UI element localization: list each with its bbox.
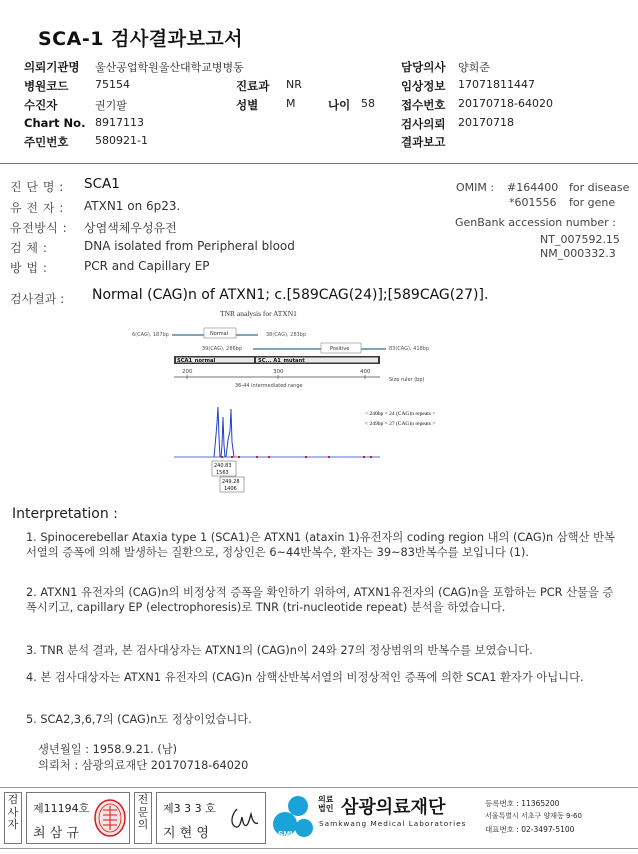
tester-seal-icon bbox=[93, 798, 127, 838]
interpretation-paragraph-3: 3. TNR 분석 결과, 본 검사대상자는 ATXN1의 (CAG)n이 24와 27의 정상범위의 반복수를 보였습니다. bbox=[26, 644, 533, 657]
result-label: 검사결과 : bbox=[10, 292, 65, 306]
specialist-signature-icon bbox=[227, 803, 261, 833]
intermediate-range-label: 36-44 intermediated range bbox=[235, 383, 303, 389]
request-value: 20170718 bbox=[458, 116, 514, 129]
size-marker bbox=[363, 456, 365, 458]
specimen-value: DNA isolated from Peripheral blood bbox=[84, 239, 295, 253]
specialist-name: 지 현 영 bbox=[163, 826, 209, 841]
report-date-label: 결과보고 bbox=[401, 135, 446, 149]
org-type-label: 의료 법인 bbox=[318, 795, 334, 813]
omim-disease-number: #164400 bbox=[507, 181, 559, 194]
peak-249 bbox=[226, 409, 234, 457]
bin-mutant-label: SC... A1_mutant bbox=[258, 358, 305, 364]
ruler-label-200: 200 bbox=[182, 369, 193, 375]
org-address: 서울특별시 서초구 양재동 9-60 bbox=[485, 812, 582, 820]
size-marker bbox=[370, 456, 372, 458]
genbank-accession-1: NT_007592.15 bbox=[540, 233, 620, 246]
repeat-annotation-2: < 249bp = 27 (CAG)n repeats > bbox=[365, 421, 436, 427]
tester-name: 최 삼 규 bbox=[33, 826, 79, 841]
org-registration: 등록번호 : 11365200 bbox=[485, 799, 560, 808]
diagnosis-label: 진 단 명 : bbox=[10, 180, 64, 194]
omim-gene-number: *601556 bbox=[509, 196, 557, 209]
label-38cag: 38(CAG), 283bp bbox=[266, 332, 307, 338]
specialist-box bbox=[156, 792, 266, 844]
receipt-label: 접수번호 bbox=[401, 98, 446, 112]
normal-range-label: Normal bbox=[210, 331, 229, 337]
tester-box bbox=[26, 792, 130, 844]
specialist-vertical-label bbox=[134, 792, 152, 844]
interpretation-paragraph-5: 5. SCA2,3,6,7의 (CAG)n도 정상이었습니다. bbox=[26, 713, 252, 726]
interpretation-paragraph-4: 4. 본 검사대상자는 ATXN1 유전자의 (CAG)n 삼핵산반복서열의 비정상적인 증폭에 의한 SCA1 환자가 아닙니다. bbox=[26, 671, 584, 684]
result-value: Normal (CAG)n of ATXN1; c.[589CAG(24)];[589CAG(27)]. bbox=[92, 287, 489, 303]
birth-date: 생년월일 : 1958.9.21. (남) bbox=[38, 743, 178, 756]
method-label: 방 법 : bbox=[10, 261, 48, 275]
sml-logo-icon bbox=[272, 794, 316, 842]
size-marker bbox=[268, 456, 270, 458]
label-83cag: 83(CAG), 418bp bbox=[389, 346, 430, 352]
age-label: 나이 bbox=[328, 98, 351, 112]
sex-value: M bbox=[286, 97, 296, 110]
patient-label: 수진자 bbox=[24, 98, 58, 112]
clinical-info-label: 임상정보 bbox=[401, 79, 446, 93]
tester-license-number: 제11194호 bbox=[33, 802, 90, 815]
diagnosis-value: SCA1 bbox=[84, 176, 120, 192]
inheritance-label: 유전방식 : bbox=[10, 221, 68, 235]
peak-minor-1 bbox=[214, 407, 220, 457]
footer bbox=[0, 787, 638, 849]
doctor-value: 양희준 bbox=[458, 61, 490, 74]
omim-gene-text: for gene bbox=[569, 196, 616, 209]
size-ruler-label: Size ruler (bp) bbox=[389, 377, 425, 383]
report-title: SCA-1 검사결과보고서 bbox=[38, 28, 244, 50]
interpretation-paragraph-2: 2. ATXN1 유전자의 (CAG)n의 비정상적 증폭을 확인하기 위하여, ATXN1유전자의 (CAG)n을 포함하는 PCR 산물을 증폭시키고, capillary EP (electrophoresis)로 TNR (tri-nucleotide repeat) 분석을 하였습니다. bbox=[26, 586, 614, 614]
requester: 의뢰처 : 삼광의료재단 20170718-64020 bbox=[38, 759, 249, 772]
sex-label: 성별 bbox=[236, 98, 259, 112]
peak-249-height: 1406 bbox=[224, 486, 237, 492]
org-name: 삼광의료재단 bbox=[341, 797, 446, 818]
tester-vertical-text: 검사자 bbox=[7, 793, 19, 831]
hospital-code-label: 병원코드 bbox=[24, 79, 69, 93]
size-marker bbox=[305, 456, 307, 458]
omim-disease-text: for disease bbox=[569, 181, 630, 194]
omim-label: OMIM : bbox=[456, 181, 495, 194]
tester-vertical-label bbox=[4, 792, 22, 844]
resident-id-value: 580921-1 bbox=[95, 134, 148, 147]
genbank-accession-2: NM_000332.3 bbox=[540, 247, 616, 260]
org-english-name: Samkwang Medical Laboratories bbox=[319, 819, 467, 828]
inheritance-value: 상염색체우성유전 bbox=[84, 221, 177, 235]
hospital-code-value: 75154 bbox=[95, 78, 130, 91]
tnr-analysis-figure bbox=[110, 305, 510, 495]
chart-label: Chart No. bbox=[24, 116, 86, 130]
interpretation-title: Interpretation : bbox=[12, 506, 118, 522]
size-marker bbox=[221, 456, 223, 458]
doctor-label: 담당의사 bbox=[401, 60, 446, 74]
positive-range-label: Positive bbox=[330, 346, 350, 352]
peak-240-size: 240.83 bbox=[214, 463, 232, 469]
size-marker bbox=[238, 456, 240, 458]
department-value: NR bbox=[286, 78, 302, 91]
receipt-value: 20170718-64020 bbox=[458, 97, 553, 110]
header-divider bbox=[0, 163, 638, 164]
ruler-label-300: 300 bbox=[273, 369, 284, 375]
sml-logo-text: SML bbox=[278, 830, 295, 839]
institution-label: 의뢰기관명 bbox=[24, 60, 80, 74]
figure-title: TNR analysis for ATXN1 bbox=[220, 309, 297, 318]
org-phone: 대표번호 : 02-3497-5100 bbox=[485, 825, 575, 834]
peak-249-size: 249.28 bbox=[222, 479, 240, 485]
size-marker bbox=[231, 456, 233, 458]
specialist-vertical-text: 전문의 bbox=[137, 793, 149, 831]
clinical-info-value: 17071811447 bbox=[458, 78, 535, 91]
peak-240-height: 1563 bbox=[216, 470, 229, 476]
resident-id-label: 주민번호 bbox=[24, 135, 69, 149]
gene-value: ATXN1 on 6p23. bbox=[84, 199, 181, 213]
age-value: 58 bbox=[361, 97, 375, 110]
patient-value: 권기팔 bbox=[95, 99, 127, 112]
specialist-license-number: 제3 3 3 호 bbox=[163, 802, 216, 815]
request-label: 검사의뢰 bbox=[401, 117, 446, 131]
bin-normal-label: SCA1_normal bbox=[177, 358, 216, 364]
method-value: PCR and Capillary EP bbox=[84, 259, 210, 273]
ruler-label-400: 400 bbox=[360, 369, 371, 375]
size-marker bbox=[256, 456, 258, 458]
label-6cag: 6(CAG), 187bp bbox=[132, 332, 169, 338]
institution-value: 울산공업학원울산대학교병병동 bbox=[95, 61, 244, 74]
interpretation-paragraph-1: 1. Spinocerebellar Ataxia type 1 (SCA1)은 ATXN1 (ataxin 1)유전자의 coding region 내의 (CAG)n 삼핵산 반복서열의 증폭에 의해 발생하는 질환으로, 정상인은 6~44반복수, 환자는 39~83반복수를 보입니다 (1). bbox=[26, 531, 615, 559]
repeat-annotation-1: < 240bp = 24 (CAG)n repeats > bbox=[365, 411, 436, 417]
specimen-label: 검 체 : bbox=[10, 241, 48, 255]
department-label: 진료과 bbox=[236, 79, 270, 93]
genbank-label: GenBank accession number : bbox=[455, 216, 616, 229]
label-39cag: 39(CAG), 286bp bbox=[202, 346, 243, 352]
gene-label: 유 전 자 : bbox=[10, 201, 64, 215]
size-marker bbox=[328, 456, 330, 458]
chart-value: 8917113 bbox=[95, 116, 144, 129]
peak-240 bbox=[221, 417, 225, 457]
